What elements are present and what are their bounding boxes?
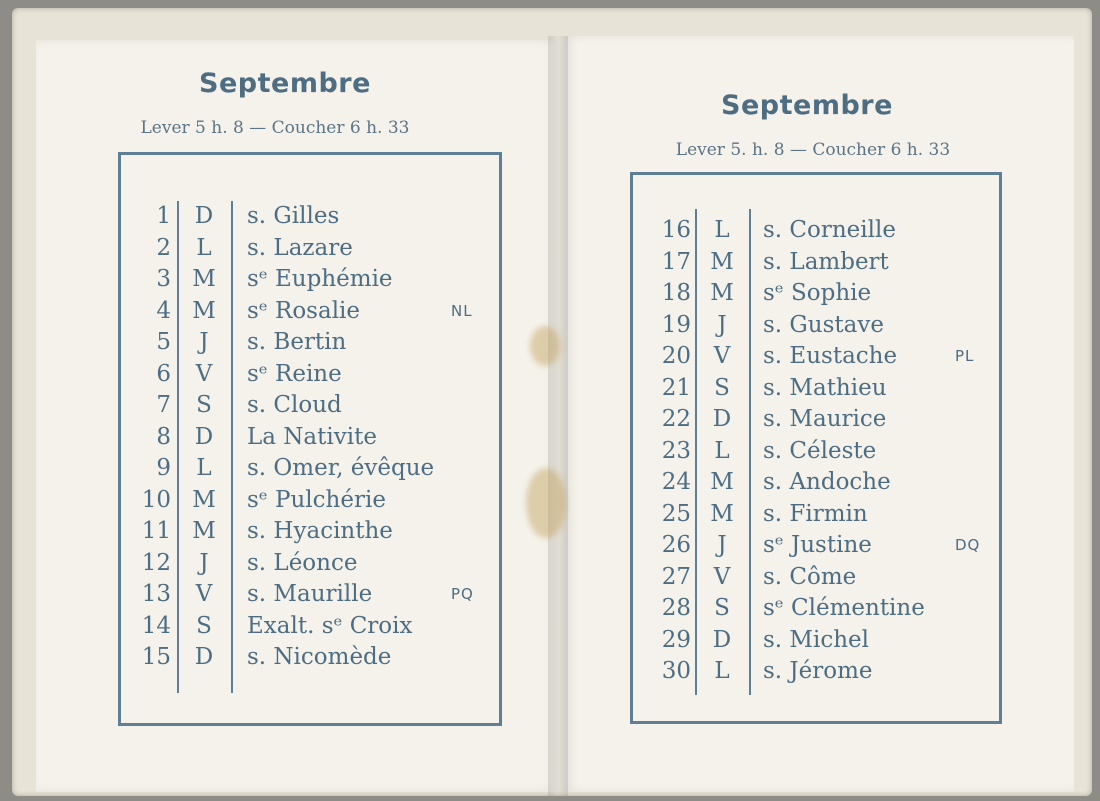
day-number: 20 — [661, 343, 691, 369]
weekday-letter: L — [196, 234, 212, 261]
saint-name: s. Céleste — [763, 437, 877, 464]
saint-name: s. Omer, évêque — [247, 455, 435, 481]
day-number: 4 — [156, 297, 171, 324]
saint-name: sᵉ Rosalie — [247, 297, 361, 324]
saint-name: s. Bertin — [247, 329, 347, 355]
weekday-letter: V — [195, 360, 213, 387]
day-row — [633, 373, 999, 404]
day-row — [121, 422, 499, 453]
day-row — [121, 516, 499, 547]
saint-name: sᵉ Sophie — [763, 280, 872, 306]
saint-name: sᵉ Justine — [763, 532, 872, 558]
moon-phase-mark: PL — [955, 347, 975, 365]
day-number: 2 — [156, 234, 171, 261]
saint-name: s. Nicomède — [247, 644, 392, 670]
weekday-letter: L — [714, 658, 730, 684]
sunrise-sunset-line: Lever 5. h. 8 — Coucher 6 h. 33 — [675, 140, 951, 160]
day-row — [121, 548, 499, 579]
weekday-letter: M — [710, 280, 734, 306]
day-row — [633, 467, 999, 498]
weekday-letter: M — [710, 469, 734, 495]
day-row — [633, 310, 999, 341]
saint-name: s. Firmin — [763, 500, 868, 527]
saint-name: sᵉ Clémentine — [763, 595, 925, 621]
weekday-letter: S — [196, 392, 212, 418]
days-table — [630, 172, 1002, 724]
day-number: 25 — [661, 500, 691, 527]
day-row — [633, 499, 999, 530]
day-number: 29 — [661, 626, 691, 653]
weekday-letter: S — [714, 595, 730, 621]
day-number: 24 — [661, 469, 691, 495]
day-number: 12 — [141, 549, 171, 576]
weekday-letter: V — [713, 563, 731, 590]
day-number: 18 — [661, 280, 691, 306]
saint-name: s. Gustave — [763, 311, 884, 338]
weekday-letter: J — [717, 311, 727, 338]
sunrise-sunset-line: Lever 5 h. 8 — Coucher 6 h. 33 — [140, 118, 410, 138]
saint-name: s. Hyacinthe — [247, 518, 393, 544]
saint-name: s. Gilles — [247, 203, 340, 229]
days-table — [118, 152, 502, 726]
day-number: 21 — [661, 374, 691, 401]
month-title: Septembre — [721, 90, 893, 121]
day-number: 6 — [156, 360, 171, 387]
day-number: 26 — [661, 532, 691, 558]
saint-name: sᵉ Reine — [247, 360, 342, 387]
day-number: 22 — [661, 406, 691, 432]
moon-phase-mark: DQ — [955, 536, 981, 554]
moon-phase-mark: PQ — [451, 585, 474, 603]
weekday-letter: D — [194, 423, 214, 450]
weekday-letter: M — [192, 518, 216, 544]
day-number: 7 — [156, 392, 171, 418]
weekday-letter: V — [713, 343, 731, 369]
saint-name: s. Mathieu — [763, 374, 887, 401]
left-calendar — [24, 0, 546, 801]
day-row — [633, 562, 999, 593]
day-number: 23 — [661, 437, 691, 464]
saint-name: La Nativite — [247, 423, 377, 450]
day-row — [633, 404, 999, 435]
day-number: 17 — [661, 248, 691, 275]
day-row — [121, 579, 499, 610]
weekday-letter: L — [714, 437, 730, 464]
weekday-letter: M — [710, 500, 734, 527]
day-number: 5 — [156, 329, 171, 355]
day-number: 9 — [156, 455, 171, 481]
saint-name: s. Lambert — [763, 248, 889, 275]
moon-phase-mark: NL — [451, 301, 473, 320]
weekday-letter: M — [192, 486, 216, 513]
weekday-letter: S — [714, 374, 730, 401]
saint-name: s. Maurille — [247, 581, 373, 607]
weekday-letter: L — [196, 455, 212, 481]
weekday-letter: J — [199, 329, 209, 355]
day-row — [633, 215, 999, 246]
saint-name: sᵉ Pulchérie — [247, 486, 386, 513]
weekday-letter: J — [199, 549, 209, 576]
day-row — [121, 264, 499, 295]
day-number: 16 — [661, 217, 691, 243]
day-number: 13 — [141, 581, 171, 607]
weekday-letter: L — [714, 217, 730, 243]
day-number: 3 — [156, 266, 171, 292]
saint-name: s. Cloud — [247, 392, 342, 418]
day-number: 10 — [141, 486, 171, 513]
day-row — [633, 436, 999, 467]
saint-name: s. Jérome — [763, 658, 873, 684]
day-row — [121, 327, 499, 358]
day-row — [633, 278, 999, 309]
day-row — [121, 296, 499, 327]
day-row — [633, 530, 999, 561]
day-number: 14 — [141, 612, 171, 639]
weekday-letter: D — [194, 203, 214, 229]
weekday-letter: V — [195, 581, 213, 607]
saint-name: s. Lazare — [247, 234, 353, 261]
day-number: 15 — [141, 644, 171, 670]
saint-name: s. Côme — [763, 563, 857, 590]
weekday-letter: D — [712, 626, 732, 653]
weekday-letter: M — [192, 266, 216, 292]
day-row — [633, 593, 999, 624]
day-row — [121, 390, 499, 421]
weekday-letter: S — [196, 612, 212, 639]
saint-name: Exalt. sᵉ Croix — [247, 612, 413, 639]
day-number: 27 — [661, 563, 691, 590]
saint-name: sᵉ Euphémie — [247, 266, 393, 292]
month-title: Septembre — [199, 68, 371, 99]
saint-name: s. Maurice — [763, 406, 887, 432]
saint-name: s. Michel — [763, 626, 869, 653]
day-row — [121, 453, 499, 484]
day-number: 1 — [156, 203, 171, 229]
day-number: 30 — [661, 658, 691, 684]
saint-name: s. Eustache — [763, 343, 898, 369]
day-row — [121, 642, 499, 673]
day-row — [121, 611, 499, 642]
saint-name: s. Andoche — [763, 469, 891, 495]
day-row — [633, 341, 999, 372]
weekday-letter: M — [192, 297, 216, 324]
weekday-letter: M — [710, 248, 734, 275]
day-row — [633, 656, 999, 687]
weekday-letter: J — [717, 532, 727, 558]
weekday-letter: D — [712, 406, 732, 432]
day-row — [121, 201, 499, 232]
day-number: 11 — [141, 518, 171, 544]
day-row — [121, 359, 499, 390]
day-row — [633, 247, 999, 278]
weekday-letter: D — [194, 644, 214, 670]
day-row — [633, 625, 999, 656]
saint-name: s. Léonce — [247, 549, 358, 576]
day-row — [121, 485, 499, 516]
day-number: 28 — [661, 595, 691, 621]
day-number: 8 — [156, 423, 171, 450]
day-number: 19 — [661, 311, 691, 338]
saint-name: s. Corneille — [763, 217, 896, 243]
right-calendar — [552, 0, 1062, 801]
day-row — [121, 233, 499, 264]
